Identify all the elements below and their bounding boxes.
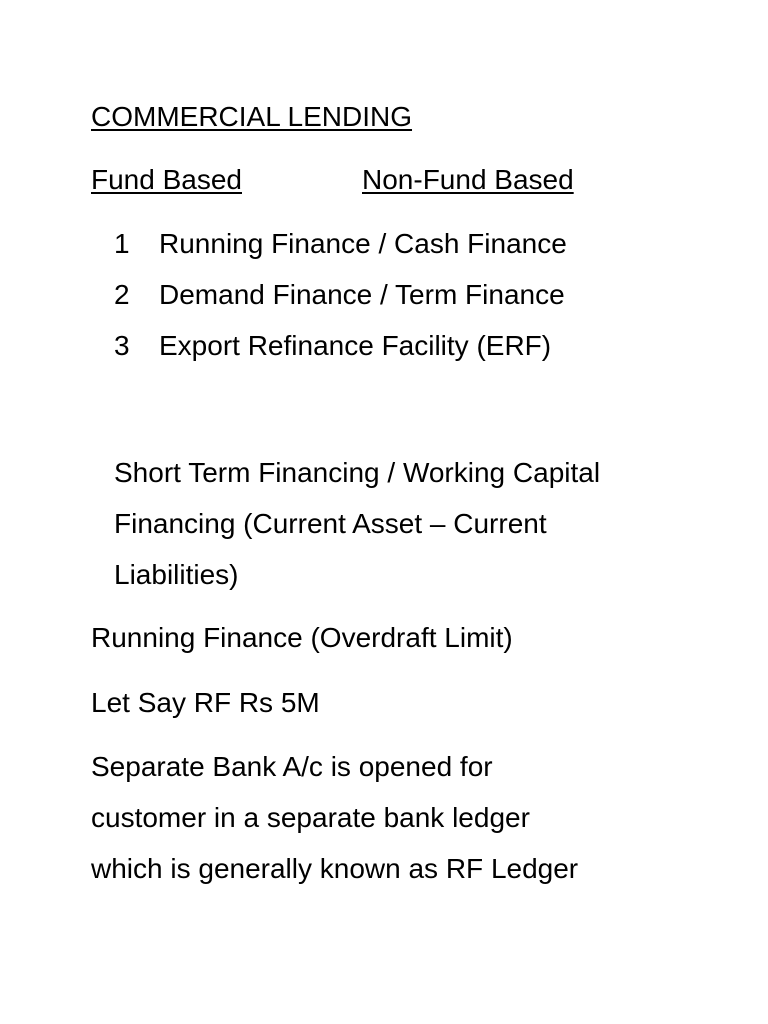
paragraph-line: Short Term Financing / Working Capital <box>114 457 601 488</box>
paragraph-line: Financing (Current Asset – Current <box>114 508 547 539</box>
non-fund-based-heading: Non-Fund Based <box>362 164 574 195</box>
list-item-text: Demand Finance / Term Finance <box>159 279 565 310</box>
list-item-number: 3 <box>114 330 130 361</box>
fund-based-heading: Fund Based <box>91 164 242 195</box>
running-finance-line: Running Finance (Overdraft Limit) <box>91 622 513 653</box>
example-line: Let Say RF Rs 5M <box>91 687 320 718</box>
paragraph-line: Separate Bank A/c is opened for <box>91 751 493 782</box>
paragraph-line: Liabilities) <box>114 559 239 590</box>
list-item-text: Export Refinance Facility (ERF) <box>159 330 552 361</box>
paragraph-line: which is generally known as RF Ledger <box>91 853 579 884</box>
list-item-number: 1 <box>114 228 130 259</box>
list-item-number: 2 <box>114 279 130 310</box>
page-title: COMMERCIAL LENDING <box>91 101 413 132</box>
list-item-text: Running Finance / Cash Finance <box>159 228 567 259</box>
paragraph-line: customer in a separate bank ledger <box>91 802 530 833</box>
